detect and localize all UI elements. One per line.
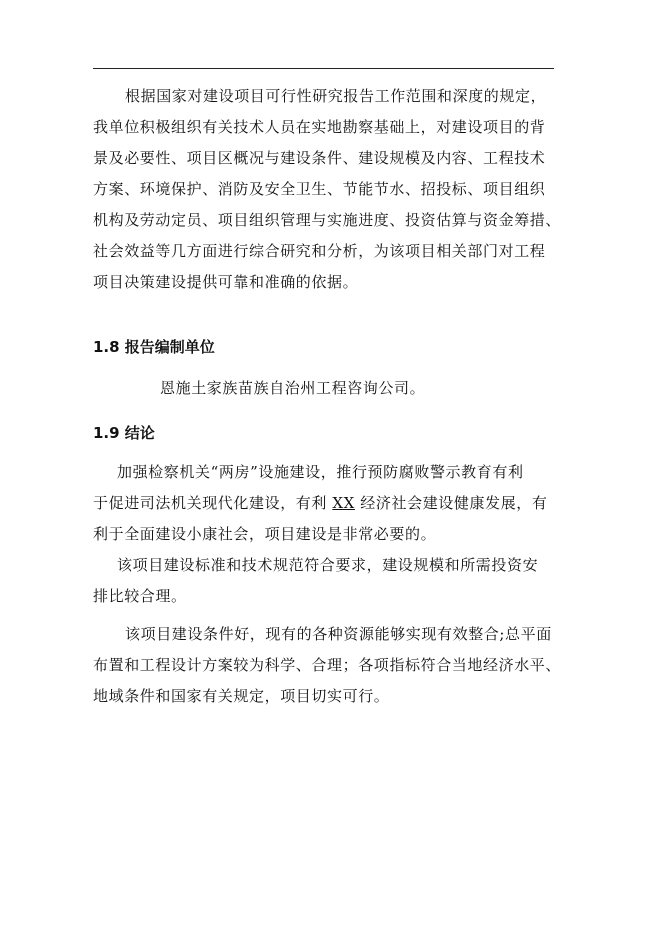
conclusion-p1-line-2-after: 经济社会建设健康发展，有	[354, 494, 548, 512]
intro-line-1: 根据国家对建设项目可行性研究报告工作范围和深度的规定，	[125, 87, 547, 105]
conclusion-paragraph-3	[93, 619, 561, 712]
intro-line-4: 方案、环境保护、消防及安全卫生、节能节水、招投标、项目组织	[93, 180, 546, 198]
conclusion-p1-line-3: 利于全面建设小康社会，项目建设是非常必要的。	[93, 525, 437, 543]
placeholder-xx: XX	[332, 494, 355, 512]
section-heading-1-9: 1.9 结论	[93, 424, 155, 442]
conclusion-p2-line-1: 该项目建设标准和技术规范符合要求，建设规模和所需投资安	[117, 556, 539, 574]
conclusion-p2-line-2: 排比较合理。	[93, 587, 187, 605]
intro-line-3: 景及必要性、项目区概况与建设条件、建设规模及内容、工程技术	[93, 149, 546, 167]
intro-line-7: 项目决策建设提供可靠和准确的依据。	[93, 273, 359, 291]
conclusion-paragraph-2	[93, 550, 538, 612]
header-rule	[93, 68, 554, 69]
conclusion-p1-line-1: 加强检察机关“两房”设施建设，推行预防腐败警示教育有利	[117, 463, 524, 481]
section-1-8-body: 恩施土家族苗族自治州工程咨询公司。	[160, 379, 426, 397]
conclusion-p3-line-3: 地域条件和国家有关规定，项目切实可行。	[93, 687, 390, 705]
intro-paragraph	[93, 81, 561, 298]
conclusion-p3-line-2: 布置和工程设计方案较为科学、合理；各项指标符合当地经济水平、	[93, 656, 562, 674]
conclusion-paragraph-1	[93, 457, 548, 550]
conclusion-p1-line-2	[93, 488, 548, 519]
section-heading-1-8: 1.8 报告编制单位	[93, 338, 215, 356]
intro-line-6: 社会效益等几方面进行综合研究和分析，为该项目相关部门对工程	[93, 242, 546, 260]
conclusion-p1-line-2-before: 于促进司法机关现代化建设，有利	[93, 494, 333, 512]
intro-line-2: 我单位积极组织有关技术人员在实地勘察基础上，对建设项目的背	[93, 118, 546, 136]
intro-line-5: 机构及劳动定员、项目组织管理与实施进度、投资估算与资金筹措、	[93, 211, 562, 229]
conclusion-p3-line-1: 该项目建设条件好，现有的各种资源能够实现有效整合;总平面	[125, 625, 552, 643]
